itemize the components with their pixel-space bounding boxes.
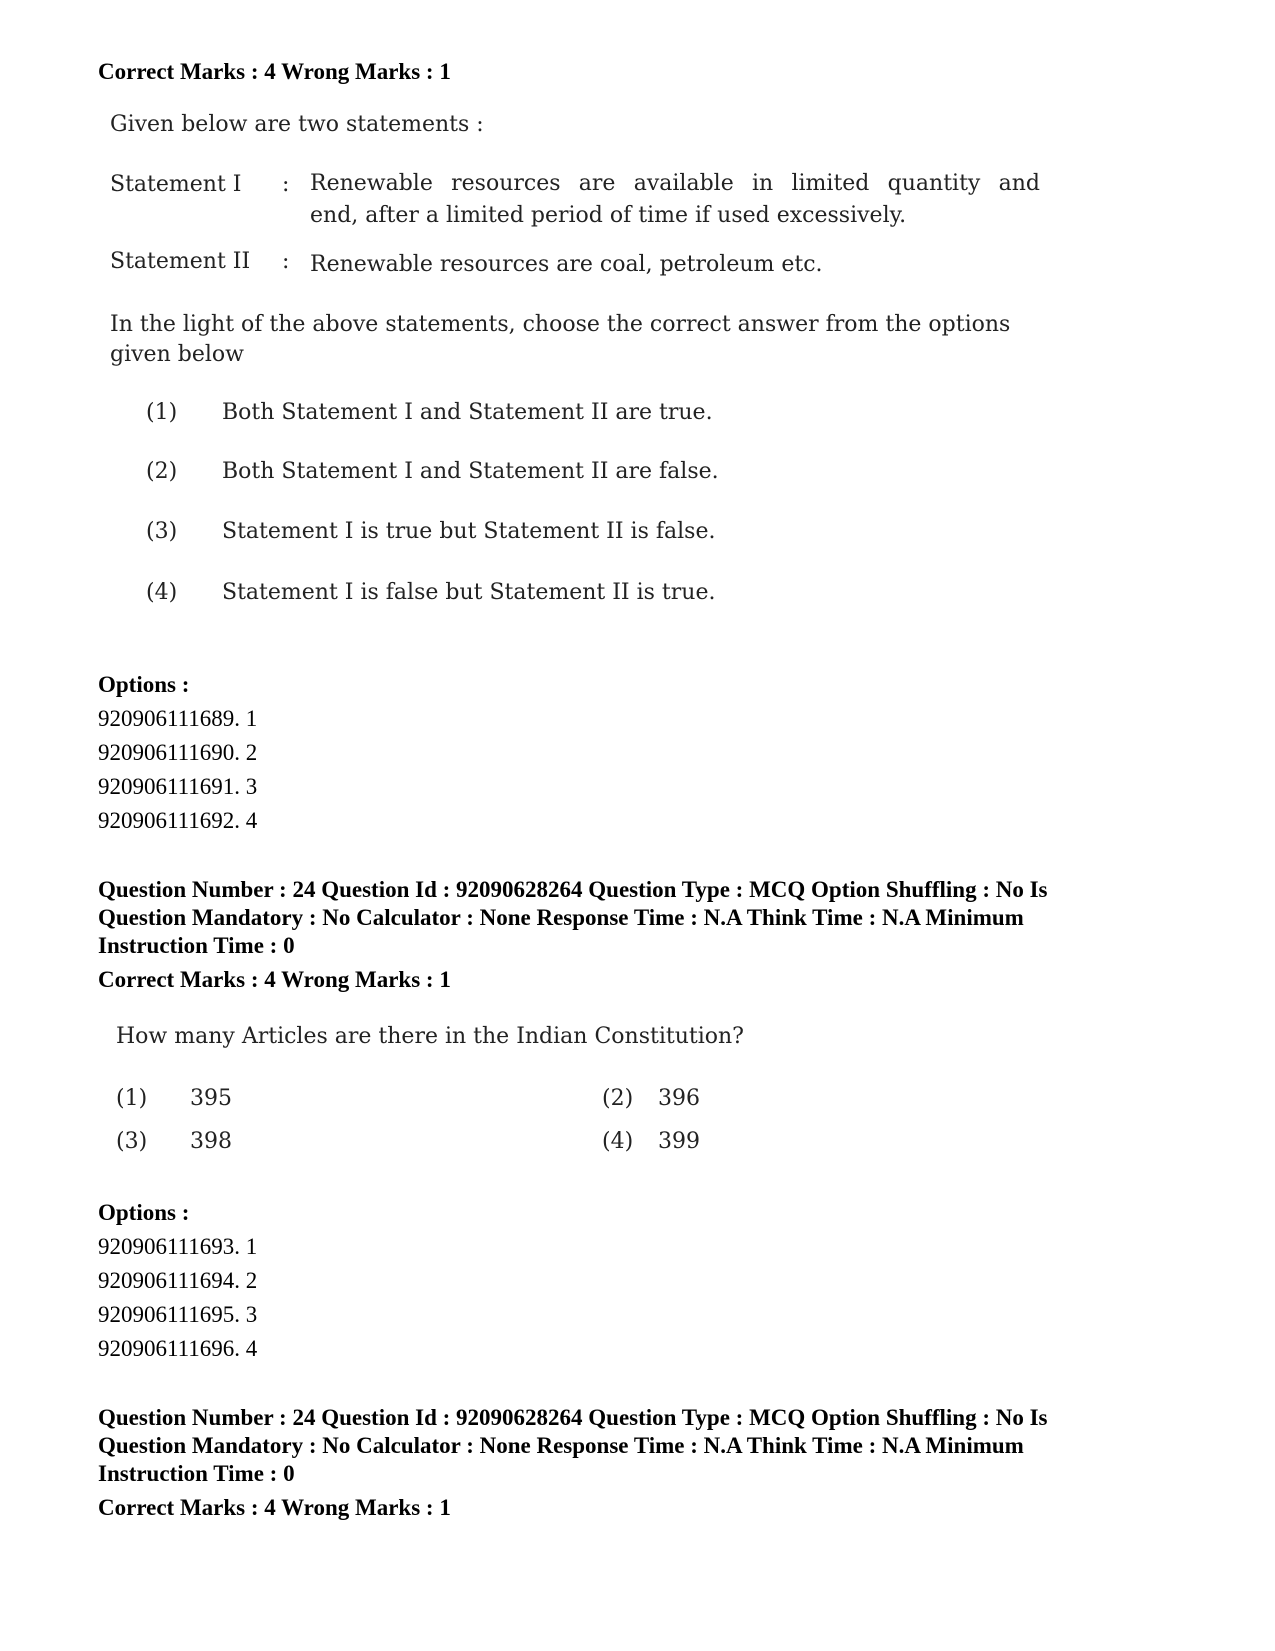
question-header-line-3: Instruction Time : 0: [98, 933, 295, 958]
choice-text: 399: [658, 1129, 700, 1154]
option-item: 920906111689. 1: [98, 706, 258, 731]
option-item: 920906111695. 3: [98, 1302, 258, 1327]
statement-1: [110, 172, 1050, 242]
question-header-line-1: Question Number : 24 Question Id : 92090628264 Question Type : MCQ Option Shuffling : No Is: [98, 1405, 1048, 1430]
choice-number: (4): [146, 580, 178, 605]
options-list: [98, 668, 257, 838]
instruction: [110, 310, 1010, 370]
option-item: 920906111693. 1: [98, 1234, 258, 1259]
statement-1-colon: :: [282, 172, 290, 197]
choice-text: 398: [190, 1129, 232, 1154]
choice-2: [110, 459, 1050, 489]
choice-number: (2): [602, 1086, 634, 1111]
statement-2: [110, 249, 1050, 281]
question-text: How many Articles are there in the Indian Constitution?: [116, 1024, 744, 1049]
choice-text: 395: [190, 1086, 232, 1111]
choice-number: (3): [146, 519, 178, 544]
choice-number: (1): [116, 1086, 148, 1111]
choice-text: 396: [658, 1086, 700, 1111]
choice-number: (1): [146, 400, 178, 425]
options-heading: Options :: [98, 1200, 190, 1225]
statement-1-line-1: Renewable resources are available in limited quantity and: [310, 171, 1040, 196]
choice-text: Statement I is true but Statement II is false.: [222, 519, 716, 544]
options-list: [98, 1196, 257, 1366]
question-header-line-1: Question Number : 24 Question Id : 92090628264 Question Type : MCQ Option Shuffling : No Is: [98, 877, 1048, 902]
statement-1-label: Statement I: [110, 172, 242, 197]
choice-number: (3): [116, 1129, 148, 1154]
marks-line: Correct Marks : 4 Wrong Marks : 1: [98, 59, 451, 84]
choice-3: [110, 519, 1050, 549]
statement-2-colon: :: [282, 249, 290, 274]
statement-2-label: Statement II: [110, 249, 251, 274]
question-header-line-2: Question Mandatory : No Calculator : None Response Time : N.A Think Time : N.A Minimum: [98, 905, 1024, 930]
option-item: 920906111696. 4: [98, 1336, 258, 1361]
question-header: [98, 876, 1178, 960]
question-image: [116, 1024, 816, 1164]
instruction-line-1: In the light of the above statements, choose the correct answer from the options: [110, 312, 1011, 337]
question-intro: Given below are two statements :: [110, 112, 484, 137]
statement-2-text: Renewable resources are coal, petroleum etc.: [310, 252, 823, 277]
choice-number: (2): [146, 459, 178, 484]
choice-text: Both Statement I and Statement II are true.: [222, 400, 713, 425]
option-item: 920906111694. 2: [98, 1268, 258, 1293]
option-item: 920906111692. 4: [98, 808, 258, 833]
question-header-line-2: Question Mandatory : No Calculator : None Response Time : N.A Think Time : N.A Minimum: [98, 1433, 1024, 1458]
choice-text: Statement I is false but Statement II is true.: [222, 580, 716, 605]
statement-1-text: [310, 168, 1040, 232]
choice-text: Both Statement I and Statement II are false.: [222, 459, 719, 484]
marks-line: Correct Marks : 4 Wrong Marks : 1: [98, 967, 451, 992]
question-header: [98, 1404, 1178, 1488]
instruction-line-2: given below: [110, 342, 244, 367]
choice-1: [110, 400, 1050, 430]
marks-line: Correct Marks : 4 Wrong Marks : 1: [98, 1495, 451, 1520]
question-header-line-3: Instruction Time : 0: [98, 1461, 295, 1486]
question-image: [110, 112, 1050, 632]
options-heading: Options :: [98, 672, 190, 697]
option-item: 920906111690. 2: [98, 740, 258, 765]
choice-4: [110, 580, 1050, 610]
option-item: 920906111691. 3: [98, 774, 258, 799]
choice-number: (4): [602, 1129, 634, 1154]
statement-1-line-2: end, after a limited period of time if used excessively.: [310, 203, 907, 228]
